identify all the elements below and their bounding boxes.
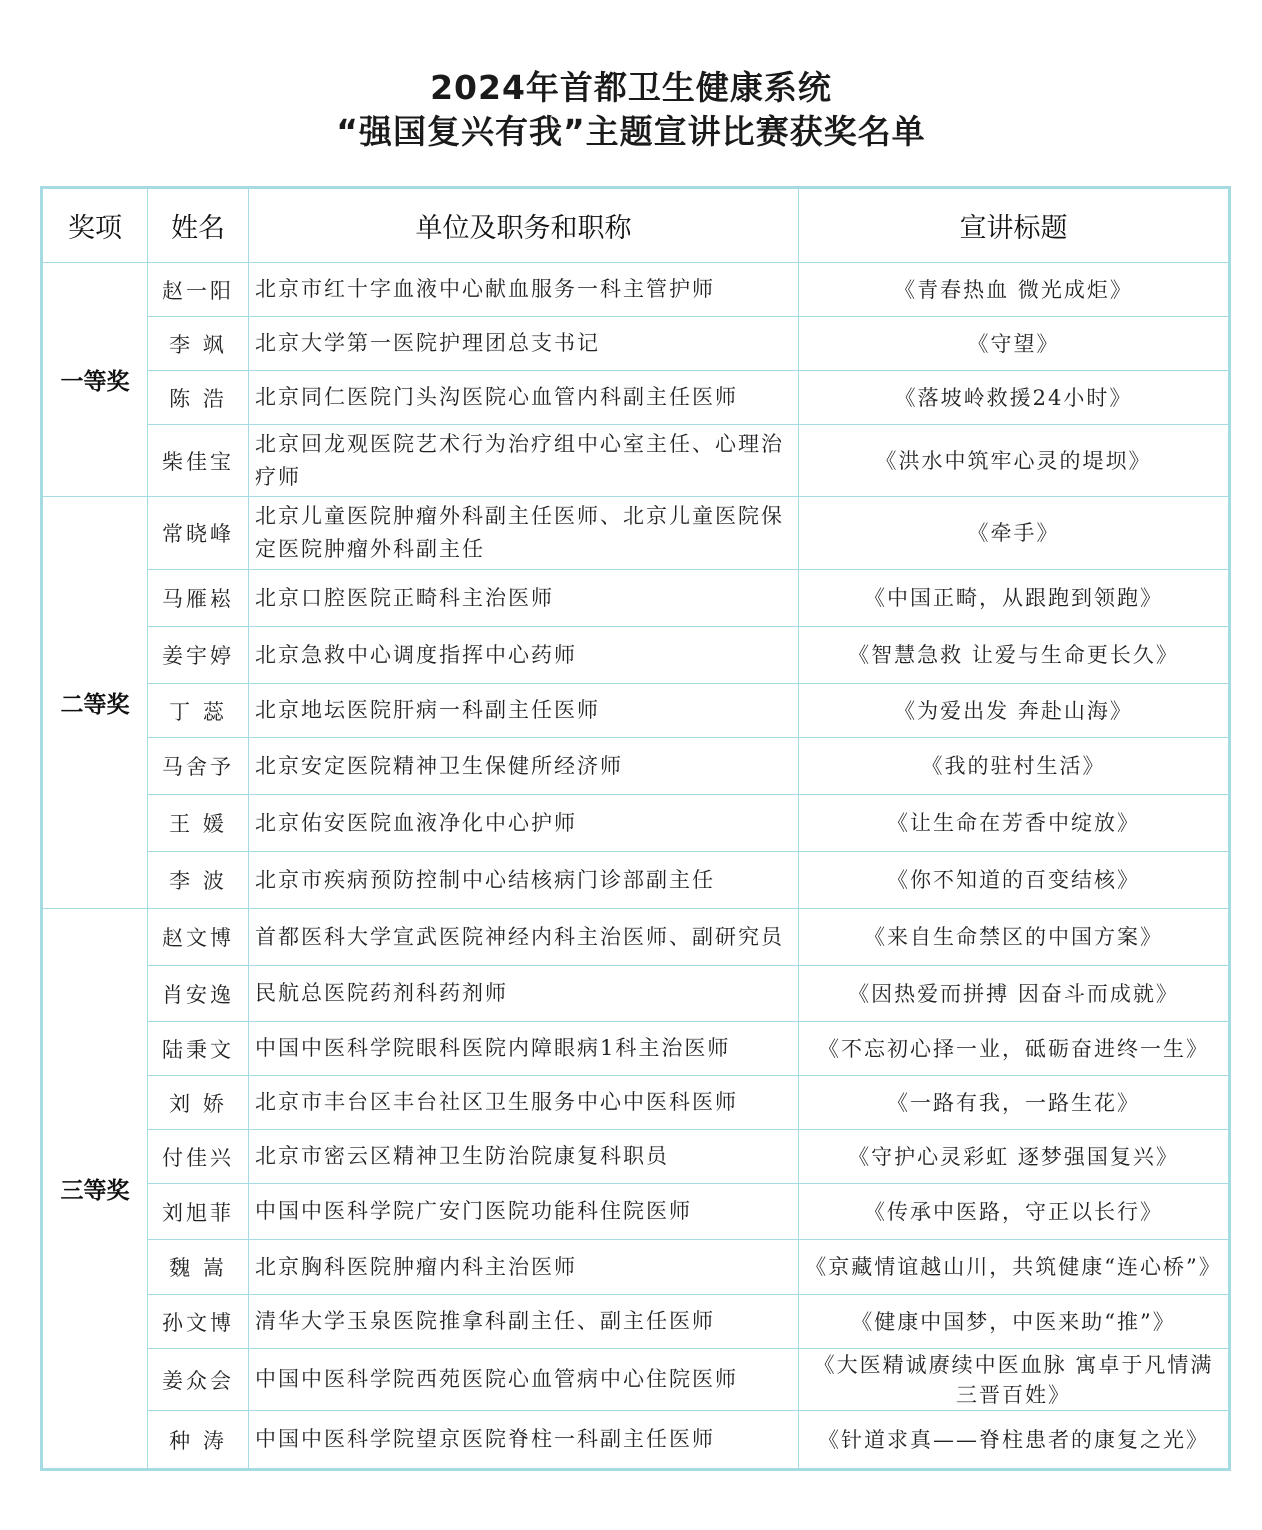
winner-unit: 北京市丰台区丰台社区卫生服务中心中医科医师: [249, 1076, 799, 1130]
header-speech: 宣讲标题: [799, 188, 1230, 263]
winner-name: 魏 嵩: [148, 1240, 249, 1295]
speech-title: 《守望》: [799, 317, 1230, 371]
table-row: [42, 684, 1230, 738]
winner-unit: 首都医科大学宣武医院神经内科主治医师、副研究员: [249, 909, 799, 966]
table-row: [42, 570, 1230, 627]
winner-unit: 北京大学第一医院护理团总支书记: [249, 317, 799, 371]
speech-title: 《大医精诚赓续中医血脉 寓卓于凡情满三晋百姓》: [799, 1349, 1230, 1411]
speech-title: 《洪水中筑牢心灵的堤坝》: [799, 425, 1230, 497]
table-row: [42, 852, 1230, 909]
winner-name: 姜众会: [148, 1349, 249, 1411]
winner-name: 李 飒: [148, 317, 249, 371]
winner-unit: 北京安定医院精神卫生保健所经济师: [249, 738, 799, 795]
award-level: 二等奖: [42, 497, 148, 909]
speech-title: 《落坡岭救援24小时》: [799, 371, 1230, 425]
table-row: [42, 1295, 1230, 1349]
page-title-line1: 2024年首都卫生健康系统: [430, 68, 832, 107]
winner-name: 姜宇婷: [148, 627, 249, 684]
award-level: 三等奖: [42, 909, 148, 1470]
winner-name: 常晓峰: [148, 497, 249, 570]
table-row: [42, 966, 1230, 1022]
speech-title: 《你不知道的百变结核》: [799, 852, 1230, 909]
winner-name: 赵一阳: [148, 263, 249, 317]
winner-name: 柴佳宝: [148, 425, 249, 497]
table-row: [42, 1076, 1230, 1130]
winner-name: 王 媛: [148, 795, 249, 852]
winner-unit: 北京佑安医院血液净化中心护师: [249, 795, 799, 852]
speech-title: 《因热爱而拼搏 因奋斗而成就》: [799, 966, 1230, 1022]
speech-title: 《智慧急救 让爱与生命更长久》: [799, 627, 1230, 684]
table-row: [42, 1411, 1230, 1470]
speech-title: 《青春热血 微光成炬》: [799, 263, 1230, 317]
awards-table: [40, 186, 1231, 1471]
table-row: [42, 1022, 1230, 1076]
header-row: [42, 188, 1230, 263]
header-unit: 单位及职务和职称: [249, 188, 799, 263]
winner-name: 陆秉文: [148, 1022, 249, 1076]
winner-unit: 北京同仁医院门头沟医院心血管内科副主任医师: [249, 371, 799, 425]
winner-name: 孙文博: [148, 1295, 249, 1349]
winner-unit: 北京地坛医院肝病一科副主任医师: [249, 684, 799, 738]
winner-name: 种 涛: [148, 1411, 249, 1470]
table-row: [42, 1130, 1230, 1184]
winner-unit: 北京市密云区精神卫生防治院康复科职员: [249, 1130, 799, 1184]
winner-unit: 北京儿童医院肿瘤外科副主任医师、北京儿童医院保定医院肿瘤外科副主任: [249, 497, 799, 570]
speech-title: 《来自生命禁区的中国方案》: [799, 909, 1230, 966]
table-row: [42, 1349, 1230, 1411]
speech-title: 《我的驻村生活》: [799, 738, 1230, 795]
winner-unit: 中国中医科学院广安门医院功能科住院医师: [249, 1184, 799, 1240]
page-title-line2: “强国复兴有我”主题宣讲比赛获奖名单: [336, 112, 926, 151]
header-name: 姓名: [148, 188, 249, 263]
speech-title: 《牵手》: [799, 497, 1230, 570]
winner-unit: 北京市红十字血液中心献血服务一科主管护师: [249, 263, 799, 317]
winner-unit: 民航总医院药剂科药剂师: [249, 966, 799, 1022]
table-row: [42, 738, 1230, 795]
table-row: [42, 795, 1230, 852]
speech-title: 《中国正畸，从跟跑到领跑》: [799, 570, 1230, 627]
header-award: 奖项: [42, 188, 148, 263]
speech-title: 《不忘初心择一业，砥砺奋进终一生》: [799, 1022, 1230, 1076]
table-row: [42, 263, 1230, 317]
winner-unit: 北京口腔医院正畸科主治医师: [249, 570, 799, 627]
speech-title: 《一路有我，一路生花》: [799, 1076, 1230, 1130]
winner-unit: 北京回龙观医院艺术行为治疗组中心室主任、心理治疗师: [249, 425, 799, 497]
winner-unit: 清华大学玉泉医院推拿科副主任、副主任医师: [249, 1295, 799, 1349]
winner-name: 李 波: [148, 852, 249, 909]
speech-title: 《健康中国梦，中医来助“推”》: [799, 1295, 1230, 1349]
winner-name: 马舍予: [148, 738, 249, 795]
speech-title: 《针道求真——脊柱患者的康复之光》: [799, 1411, 1230, 1470]
table-row: [42, 425, 1230, 497]
awards-table-body: [42, 263, 1230, 1470]
table-row: [42, 1184, 1230, 1240]
speech-title: 《京藏情谊越山川，共筑健康“连心桥”》: [799, 1240, 1230, 1295]
winner-name: 刘 娇: [148, 1076, 249, 1130]
table-row: [42, 1240, 1230, 1295]
winner-unit: 中国中医科学院眼科医院内障眼病1科主治医师: [249, 1022, 799, 1076]
speech-title: 《传承中医路，守正以长行》: [799, 1184, 1230, 1240]
winner-name: 丁 蕊: [148, 684, 249, 738]
winner-unit: 北京胸科医院肿瘤内科主治医师: [249, 1240, 799, 1295]
speech-title: 《为爱出发 奔赴山海》: [799, 684, 1230, 738]
table-row: [42, 497, 1230, 570]
speech-title: 《守护心灵彩虹 逐梦强国复兴》: [799, 1130, 1230, 1184]
winner-name: 陈 浩: [148, 371, 249, 425]
winner-unit: 中国中医科学院望京医院脊柱一科副主任医师: [249, 1411, 799, 1470]
winner-name: 刘旭菲: [148, 1184, 249, 1240]
winner-unit: 中国中医科学院西苑医院心血管病中心住院医师: [249, 1349, 799, 1411]
speech-title: 《让生命在芳香中绽放》: [799, 795, 1230, 852]
table-row: [42, 627, 1230, 684]
table-row: [42, 909, 1230, 966]
winner-name: 赵文博: [148, 909, 249, 966]
winner-name: 付佳兴: [148, 1130, 249, 1184]
winner-unit: 北京市疾病预防控制中心结核病门诊部副主任: [249, 852, 799, 909]
award-level: 一等奖: [42, 263, 148, 497]
winner-unit: 北京急救中心调度指挥中心药师: [249, 627, 799, 684]
winner-name: 肖安逸: [148, 966, 249, 1022]
table-row: [42, 317, 1230, 371]
winner-name: 马雁崧: [148, 570, 249, 627]
table-row: [42, 371, 1230, 425]
